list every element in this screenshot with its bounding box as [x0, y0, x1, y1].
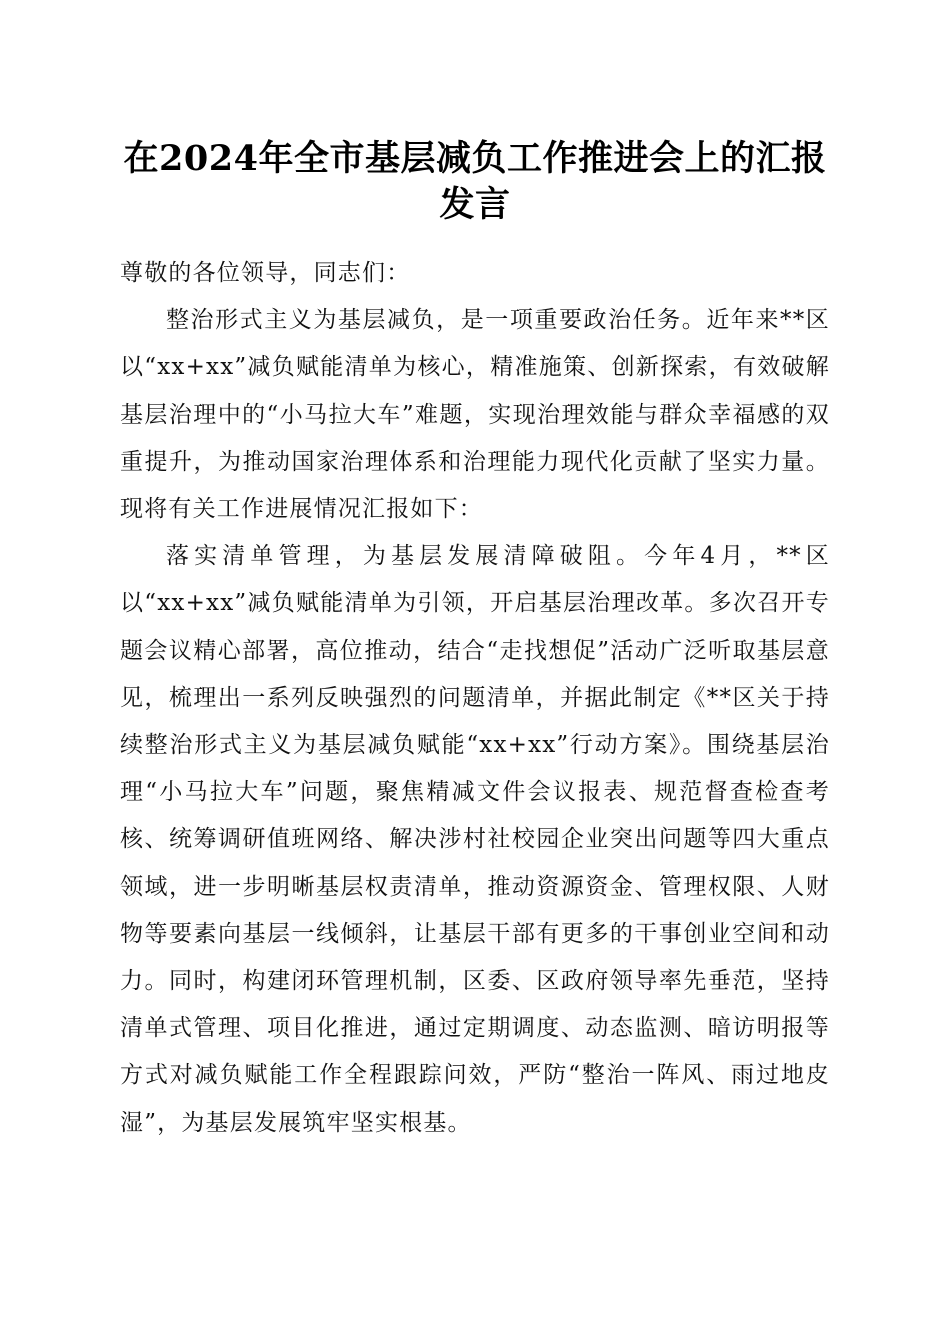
title-line-1: 在2024年全市基层减负工作推进会上的汇报: [123, 138, 827, 179]
paragraph-intro: 整治形式主义为基层减负，是一项重要政治任务。近年来**区以“xx+xx”减负赋能清单为核心，精准施策、创新探索，有效破解基层治理中的“小马拉大车”难题，实现治理效能与群众幸福感的双重提升，为推动国家治理体系和治理能力现代化贡献了坚实力量。现将有关工作进展情况汇报如下：: [120, 307, 830, 523]
title-line-2: 发言: [439, 184, 511, 225]
paragraph-checklist-management: 落实清单管理，为基层发展清障破阻。今年4月，**区以“xx+xx”减负赋能清单为引领，开启基层治理改革。多次召开专题会议精心部署，高位推动，结合“走找想促”活动广泛听取基层意见，梳理出一系列反映强烈的问题清单，并据此制定《**区关于持续整治形式主义为基层减负赋能“xx+xx”行动方案》。围绕基层治理“小马拉大车”问题，聚焦精减文件会议报表、规范督查检查考核、统筹调研值班网络、解决涉村社校园企业突出问题等四大重点领域，进一步明晰基层权责清单，推动资源资金、管理权限、人财物等要素向基层一线倾斜，让基层干部有更多的干事创业空间和动力。同时，构建闭环管理机制，区委、区政府领导率先垂范，坚持清单式管理、项目化推进，通过定期调度、动态监测、暗访明报等方式对减负赋能工作全程跟踪问效，严防“整治一阵风、雨过地皮湿”，为基层发展筑牢坚实根基。: [120, 543, 830, 1136]
document-body: [120, 250, 830, 1147]
document-title: [120, 136, 830, 228]
salutation: 尊敬的各位领导，同志们：: [120, 260, 411, 286]
